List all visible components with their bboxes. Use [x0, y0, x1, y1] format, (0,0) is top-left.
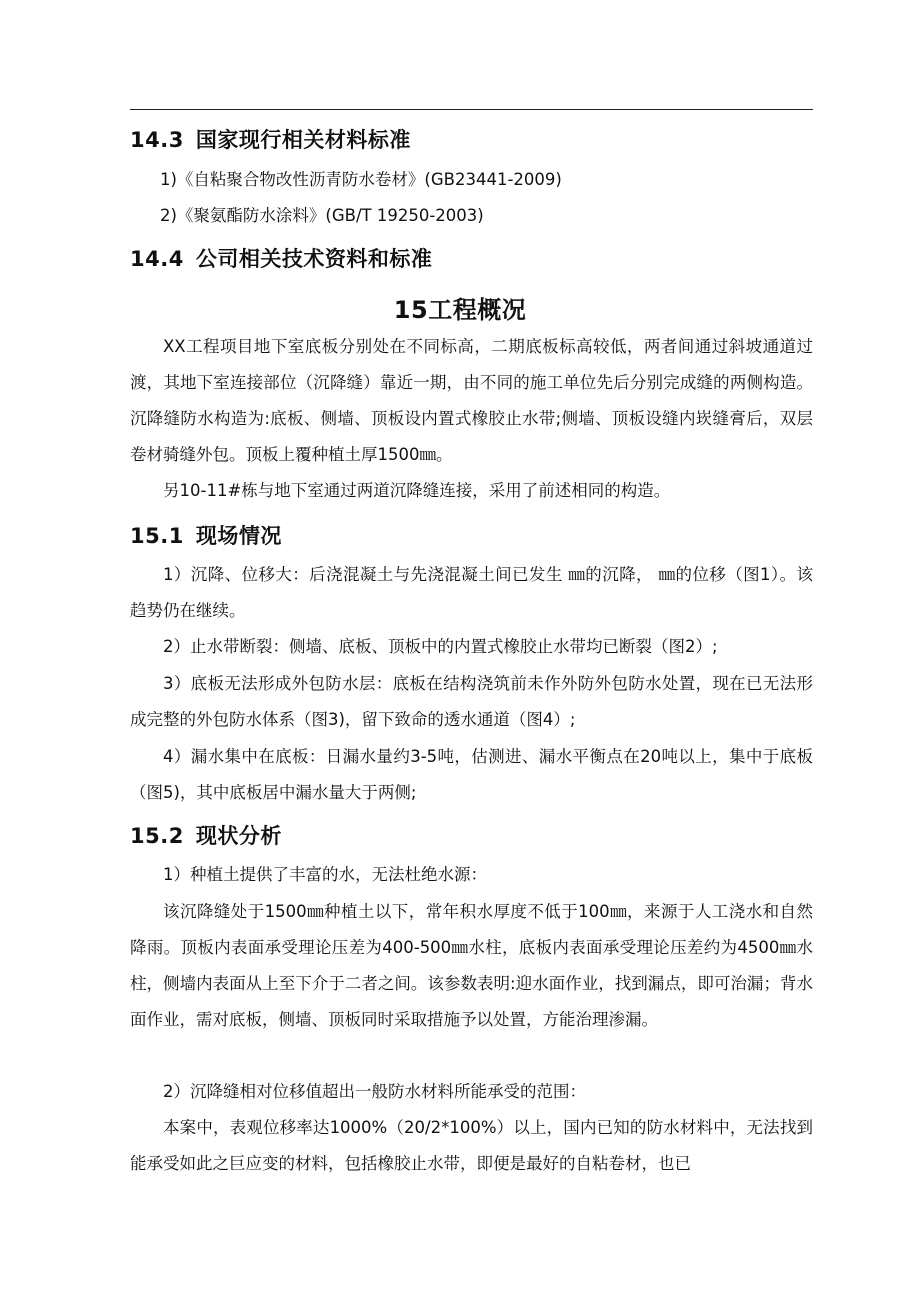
section-title: 现场情况 — [195, 524, 282, 548]
section-title: 公司相关技术资料和标准 — [195, 247, 433, 271]
chapter-title: 15工程概况 — [393, 296, 527, 324]
section-number: 15.1 — [130, 524, 184, 548]
section-title: 国家现行相关材料标准 — [195, 128, 411, 152]
overview-paragraph-2: 另10-11#栋与地下室通过两道沉降缝连接，采用了前述相同的构造。 — [163, 481, 671, 500]
section-number: 15.2 — [130, 824, 184, 848]
site-item-4: 4）漏水集中在底板：日漏水量约3-5吨，估测进、漏水平衡点在20吨以上，集中于底板（图5)，其中底板居中漏水量大于两侧; — [130, 747, 813, 802]
analysis-item-1: 1）种植土提供了丰富的水，无法杜绝水源： — [163, 865, 487, 884]
section-heading-15-1 — [130, 520, 282, 550]
standard-item-2: 2)《聚氨酯防水涂料》(GB/T 19250-2003) — [160, 206, 484, 225]
section-heading-14-4 — [130, 243, 432, 273]
section-heading-14-3 — [130, 124, 411, 154]
standard-item-1: 1)《自粘聚合物改性沥青防水卷材》(GB23441-2009) — [160, 170, 562, 189]
site-item-3: 3）底板无法形成外包防水层：底板在结构浇筑前未作外防外包防水处置，现在已无法形成完整的外包防水体系（图3)，留下致命的透水通道（图4）; — [130, 674, 813, 729]
analysis-paragraph-1: 该沉降缝处于1500㎜种植土以下，常年积水厚度不低于100㎜，来源于人工浇水和自然降雨。顶板内表面承受理论压差为400-500㎜水柱，底板内表面承受理论压差约为4500㎜水柱，侧墙内表面从上至下介于二者之间。该参数表明:迎水面作业，找到漏点，即可治漏；背水面作业，需对底板，侧墙、顶板同时采取措施予以处置，方能治理渗漏。 — [130, 902, 813, 1029]
site-item-1: 1）沉降、位移大：后浇混凝土与先浇混凝土间已发生 ㎜的沉降， ㎜的位移（图1）。该趋势仍在继续。 — [130, 565, 813, 620]
site-item-2: 2）止水带断裂：侧墙、底板、顶板中的内置式橡胶止水带均已断裂（图2）; — [163, 637, 718, 656]
header-rule — [130, 109, 813, 110]
overview-paragraph-1: XX工程项目地下室底板分别处在不同标高，二期底板标高较低，两者间通过斜坡通道过渡，其地下室连接部位（沉降缝）靠近一期，由不同的施工单位先后分别完成缝的两侧构造。沉降缝防水构造为:底板、侧墙、顶板设内置式橡胶止水带;侧墙、顶板设缝内崁缝膏后，双层卷材骑缝外包。顶板上覆种植土厚1500㎜。 — [130, 337, 813, 464]
analysis-item-2: 2）沉降缝相对位移值超出一般防水材料所能承受的范围： — [163, 1082, 586, 1101]
analysis-paragraph-2: 本案中，表观位移率达1000%（20/2*100%）以上，国内已知的防水材料中，无法找到能承受如此之巨应变的材料，包括橡胶止水带，即便是最好的自粘卷材，也已 — [130, 1118, 813, 1173]
section-number: 14.4 — [130, 247, 184, 271]
section-heading-15-2 — [130, 820, 282, 850]
section-title: 现状分析 — [195, 824, 282, 848]
section-number: 14.3 — [130, 128, 184, 152]
